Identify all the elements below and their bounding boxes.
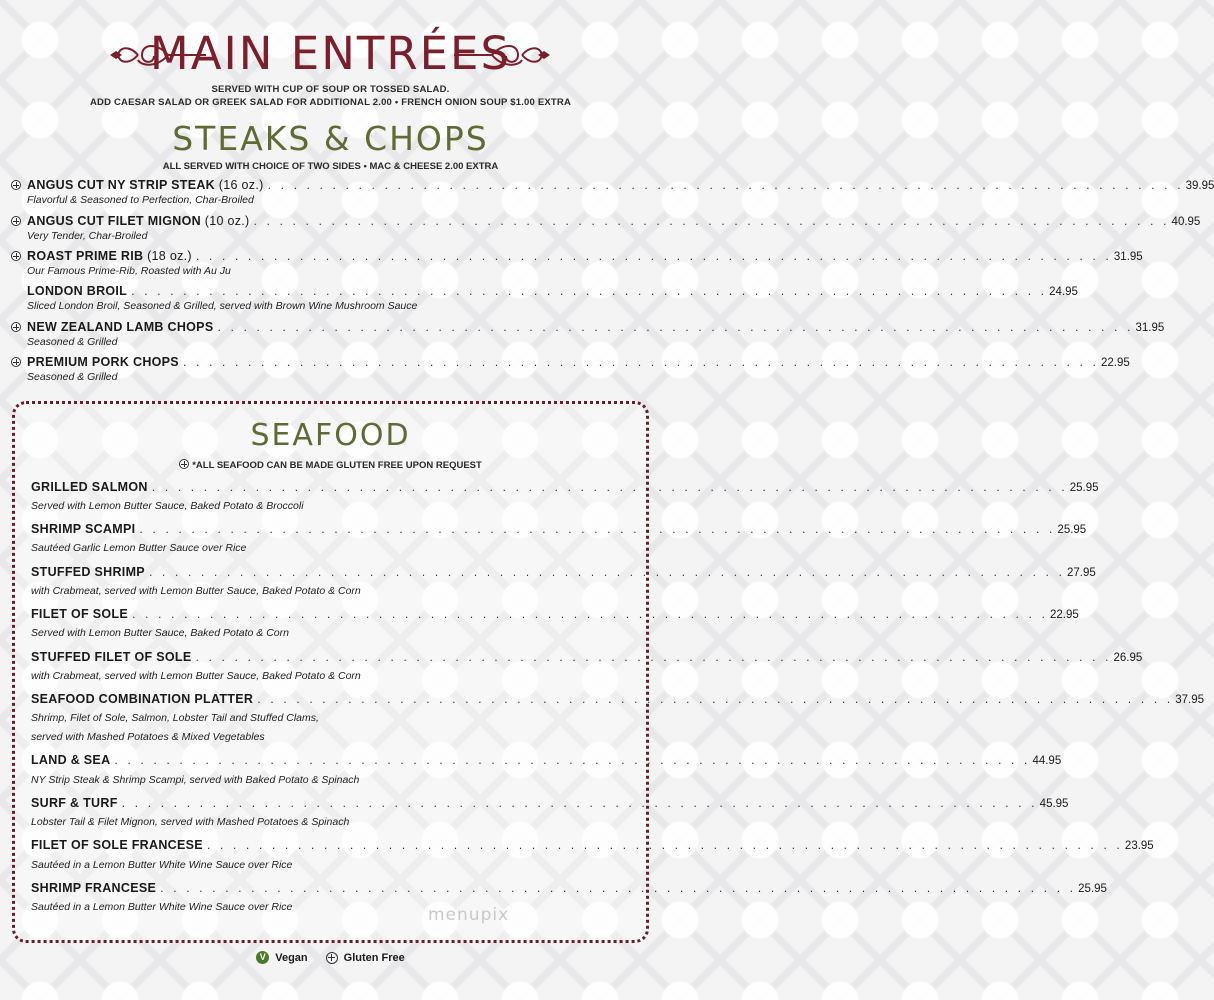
vegan-icon: V — [256, 951, 269, 964]
item-description: Our Famous Prime-Rib, Roasted with Au Ju — [27, 265, 231, 277]
gluten-free-icon — [11, 216, 21, 226]
gluten-free-icon — [11, 322, 21, 332]
item-price: 25.95 — [1078, 883, 1107, 895]
menu-item — [27, 249, 1143, 265]
item-name: FILET OF SOLE — [31, 607, 128, 621]
item-name: LAND & SEA — [31, 753, 111, 767]
item-name: SHRIMP FRANCESE — [31, 881, 157, 895]
leader-dots: . . . . . . . . . . . . . . . . . . . . . . . . . . . . . . . . . . . . . . . . . . . . . . . . . . . . . . . . . . . . . . . . . . . . . . . — [253, 215, 1170, 228]
leader-dots: . . . . . . . . . . . . . . . . . . . . . . . . . . . . . . . . . . . . . . . . . . . . . . . . . . . . . . . . . . . . . . . . . . . . . . . — [195, 250, 1112, 263]
leader-dots: . . . . . . . . . . . . . . . . . . . . . . . . . . . . . . . . . . . . . . . . . . . . . . . . . . . . . . . . . . . . . . . . . . . . . . . — [195, 651, 1112, 664]
menu-item — [31, 692, 1205, 708]
main-entrees-title: MAIN ENTRÉES — [149, 27, 512, 80]
item-name: SEAFOOD COMBINATION PLATTER — [31, 692, 254, 706]
item-name: STUFFED SHRIMP — [31, 565, 145, 579]
item-description: Sliced London Broil, Seasoned & Grilled, served with Brown Wine Mushroom Sauce — [27, 300, 418, 312]
item-description: Flavorful & Seasoned to Perfection, Char-Broiled — [27, 194, 254, 206]
menu-item — [31, 753, 1062, 769]
item-description: with Crabmeat, served with Lemon Butter Sauce, Baked Potato & Corn — [31, 670, 361, 682]
item-price: 45.95 — [1039, 798, 1069, 810]
leader-dots: . . . . . . . . . . . . . . . . . . . . . . . . . . . . . . . . . . . . . . . . . . . . . . . . . . . . . . . . . . . . . . . . . . . . . . . — [257, 693, 1174, 706]
leader-dots: . . . . . . . . . . . . . . . . . . . . . . . . . . . . . . . . . . . . . . . . . . . . . . . . . . . . . . . . . . . . . . . . . . . . . . . — [151, 481, 1068, 494]
leader-dots: . . . . . . . . . . . . . . . . . . . . . . . . . . . . . . . . . . . . . . . . . . . . . . . . . . . . . . . . . . . . . . . . . . . . . . . — [139, 523, 1056, 536]
item-description: Sautéed Garlic Lemon Butter Sauce over Rice — [31, 542, 247, 554]
item-price: 25.95 — [1057, 524, 1087, 536]
item-price: 26.95 — [1113, 652, 1143, 664]
item-description: Seasoned & Grilled — [27, 336, 118, 348]
leader-dots: . . . . . . . . . . . . . . . . . . . . . . . . . . . . . . . . . . . . . . . . . . . . . . . . . . . . . . . . . . . . . . . . . . . . . . . — [217, 321, 1134, 334]
leader-dots: . . . . . . . . . . . . . . . . . . . . . . . . . . . . . . . . . . . . . . . . . . . . . . . . . . . . . . . . . . . . . . . . . . . . . . . — [148, 566, 1065, 579]
menu-item — [31, 565, 1096, 581]
header-subtitle-1: SERVED WITH CUP OF SOUP OR TOSSED SALAD. — [211, 84, 450, 95]
item-name: PREMIUM PORK CHOPS — [27, 355, 179, 369]
item-price: 40.95 — [1171, 216, 1201, 228]
item-name: NEW ZEALAND LAMB CHOPS — [27, 320, 214, 334]
item-name: SHRIMP SCAMPI — [31, 522, 136, 536]
header-subtitle-2: ADD CAESAR SALAD OR GREEK SALAD FOR ADDITIONAL 2.00 • FRENCH ONION SOUP $1.00 EXTRA — [89, 97, 572, 108]
item-description: with Crabmeat, served with Lemon Butter Sauce, Baked Potato & Corn — [31, 585, 361, 597]
item-price: 23.95 — [1124, 840, 1154, 852]
item-name: GRILLED SALMON — [31, 480, 148, 494]
gluten-free-icon — [179, 459, 189, 469]
seafood-gluten-free-note: *ALL SEAFOOD CAN BE MADE GLUTEN FREE UPON REQUEST — [0, 458, 661, 471]
gluten-free-icon — [11, 251, 21, 261]
item-price: 22.95 — [1100, 357, 1130, 369]
item-price: 39.95 — [1185, 180, 1214, 192]
item-name: FILET OF SOLE FRANCESE — [31, 838, 203, 852]
right-flourish-ornament — [452, 40, 552, 70]
leader-dots: . . . . . . . . . . . . . . . . . . . . . . . . . . . . . . . . . . . . . . . . . . . . . . . . . . . . . . . . . . . . . . . . . . . . . . . — [114, 754, 1031, 767]
item-description: Very Tender, Char-Broiled — [27, 230, 148, 242]
item-price: 31.95 — [1135, 322, 1165, 334]
seafood-section-title: SEAFOOD — [250, 418, 411, 453]
item-description-line-2: served with Mashed Potatoes & Mixed Vegetables — [31, 731, 265, 743]
menu-item — [31, 480, 1099, 496]
leader-dots: . . . . . . . . . . . . . . . . . . . . . . . . . . . . . . . . . . . . . . . . . . . . . . . . . . . . . . . . . . . . . . . . . . . . . . . — [206, 839, 1123, 852]
item-price: 22.95 — [1050, 609, 1079, 621]
gluten-free-icon — [326, 952, 338, 964]
menu-item — [31, 522, 1087, 538]
item-price: 27.95 — [1066, 567, 1096, 579]
item-description: Shrimp, Filet of Sole, Salmon, Lobster Tail and Stuffed Clams, — [31, 712, 319, 724]
steaks-section-subtitle: ALL SERVED WITH CHOICE OF TWO SIDES • MAC & CHEESE 2.00 EXTRA — [162, 161, 499, 172]
item-description: Lobster Tail & Filet Mignon, served with Mashed Potatoes & Spinach — [31, 816, 350, 828]
leader-dots: . . . . . . . . . . . . . . . . . . . . . . . . . . . . . . . . . . . . . . . . . . . . . . . . . . . . . . . . . . . . . . . . . . . . . . . — [267, 179, 1184, 192]
item-price: 31.95 — [1113, 251, 1143, 263]
menu-item — [27, 214, 1201, 230]
item-name: STUFFED FILET OF SOLE — [31, 650, 192, 664]
menu-item — [31, 838, 1154, 854]
menu-item — [27, 355, 1130, 371]
leader-dots: . . . . . . . . . . . . . . . . . . . . . . . . . . . . . . . . . . . . . . . . . . . . . . . . . . . . . . . . . . . . . . . . . . . . . . . — [131, 608, 1048, 621]
menu-item — [31, 607, 1079, 623]
menu-item — [31, 796, 1069, 812]
leader-dots: . . . . . . . . . . . . . . . . . . . . . . . . . . . . . . . . . . . . . . . . . . . . . . . . . . . . . . . . . . . . . . . . . . . . . . . — [131, 285, 1048, 298]
item-description: Served with Lemon Butter Sauce, Baked Potato & Corn — [31, 627, 289, 639]
vegan-label: Vegan — [275, 951, 308, 964]
item-price: 37.95 — [1175, 694, 1205, 706]
steaks-section-title: STEAKS & CHOPS — [172, 119, 489, 158]
gluten-free-icon — [11, 357, 21, 367]
legend — [0, 951, 661, 964]
leader-dots: . . . . . . . . . . . . . . . . . . . . . . . . . . . . . . . . . . . . . . . . . . . . . . . . . . . . . . . . . . . . . . . . . . . . . . . — [121, 797, 1038, 810]
item-description: Sautéed in a Lemon Butter White Wine Sauce over Rice — [31, 859, 293, 871]
gluten-free-icon — [11, 180, 21, 190]
item-description: Seasoned & Grilled — [27, 371, 118, 383]
gluten-free-label: Gluten Free — [343, 951, 405, 964]
item-description: NY Strip Steak & Shrimp Scampi, served with Baked Potato & Spinach — [31, 774, 360, 786]
menu-item — [27, 284, 1078, 300]
menu-item — [27, 178, 1214, 194]
item-price: 44.95 — [1032, 755, 1062, 767]
item-description: Served with Lemon Butter Sauce, Baked Potato & Broccoli — [31, 500, 304, 512]
leader-dots: . . . . . . . . . . . . . . . . . . . . . . . . . . . . . . . . . . . . . . . . . . . . . . . . . . . . . . . . . . . . . . . . . . . . . . . — [182, 356, 1099, 369]
item-price: 24.95 — [1049, 286, 1078, 298]
item-name: ANGUS CUT FILET MIGNON (10 oz.) — [27, 214, 250, 228]
item-name: SURF & TURF — [31, 796, 118, 810]
item-price: 25.95 — [1069, 482, 1099, 494]
item-name: ROAST PRIME RIB (18 oz.) — [27, 249, 192, 263]
menu-item — [31, 650, 1143, 666]
item-name: LONDON BROIL — [27, 284, 128, 298]
item-name: ANGUS CUT NY STRIP STEAK (16 oz.) — [27, 178, 264, 192]
item-description: Sautéed in a Lemon Butter White Wine Sauce over Rice — [31, 901, 293, 913]
menupix-watermark: menupix — [428, 905, 510, 925]
menu-item — [31, 881, 1107, 897]
menu-item — [27, 320, 1165, 336]
leader-dots: . . . . . . . . . . . . . . . . . . . . . . . . . . . . . . . . . . . . . . . . . . . . . . . . . . . . . . . . . . . . . . . . . . . . . . . — [160, 882, 1077, 895]
